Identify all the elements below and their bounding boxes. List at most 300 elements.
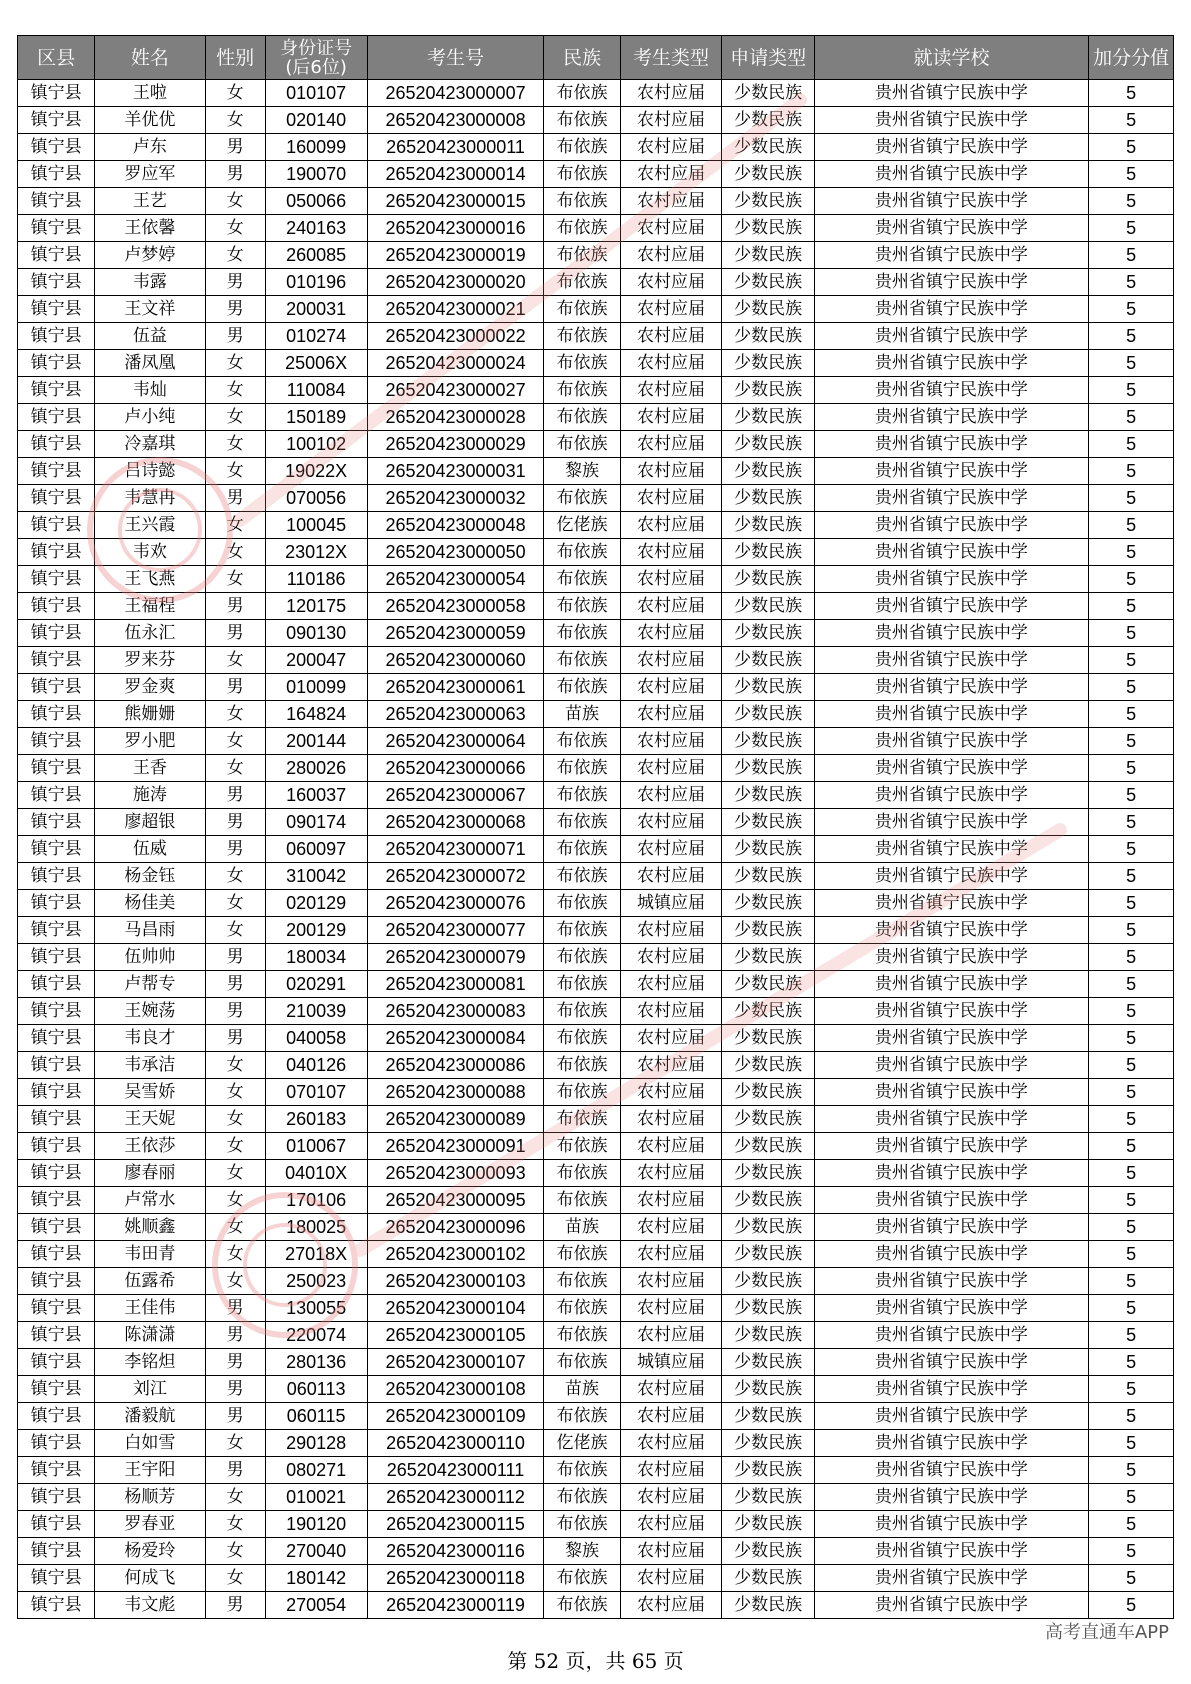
cell-ethnicity: 布依族 (544, 296, 620, 323)
cell-application-type: 少数民族 (722, 728, 814, 755)
cell-application-type: 少数民族 (722, 134, 814, 161)
cell-exam-number: 26520423000071 (367, 836, 544, 863)
cell-candidate-type: 农村应届 (620, 323, 722, 350)
cell-bonus-points: 5 (1089, 80, 1174, 107)
cell-county: 镇宁县 (18, 296, 95, 323)
cell-bonus-points: 5 (1089, 242, 1174, 269)
table-row (18, 269, 1174, 296)
cell-gender: 女 (205, 1052, 265, 1079)
cell-ethnicity: 布依族 (544, 971, 620, 998)
table-row (18, 1430, 1174, 1457)
cell-application-type: 少数民族 (722, 296, 814, 323)
cell-application-type: 少数民族 (722, 782, 814, 809)
cell-county: 镇宁县 (18, 1025, 95, 1052)
cell-ethnicity: 仡佬族 (544, 1430, 620, 1457)
cell-school: 贵州省镇宁民族中学 (814, 674, 1089, 701)
cell-name: 韦露 (95, 269, 205, 296)
cell-bonus-points: 5 (1089, 1241, 1174, 1268)
cell-candidate-type: 农村应届 (620, 107, 722, 134)
cell-candidate-type: 农村应届 (620, 971, 722, 998)
cell-county: 镇宁县 (18, 944, 95, 971)
cell-county: 镇宁县 (18, 809, 95, 836)
cell-school: 贵州省镇宁民族中学 (814, 836, 1089, 863)
table-row (18, 647, 1174, 674)
cell-application-type: 少数民族 (722, 269, 814, 296)
cell-county: 镇宁县 (18, 1349, 95, 1376)
cell-application-type: 少数民族 (722, 917, 814, 944)
cell-exam-number: 26520423000024 (367, 350, 544, 377)
cell-name: 杨顺芳 (95, 1484, 205, 1511)
cell-school: 贵州省镇宁民族中学 (814, 809, 1089, 836)
cell-school: 贵州省镇宁民族中学 (814, 998, 1089, 1025)
cell-id-last6: 040058 (265, 1025, 367, 1052)
cell-school: 贵州省镇宁民族中学 (814, 1484, 1089, 1511)
table-row (18, 782, 1174, 809)
cell-id-last6: 100102 (265, 431, 367, 458)
cell-bonus-points: 5 (1089, 674, 1174, 701)
cell-id-last6: 260085 (265, 242, 367, 269)
cell-school: 贵州省镇宁民族中学 (814, 1025, 1089, 1052)
cell-county: 镇宁县 (18, 1565, 95, 1592)
table-row (18, 377, 1174, 404)
cell-candidate-type: 农村应届 (620, 1160, 722, 1187)
cell-county: 镇宁县 (18, 1430, 95, 1457)
cell-candidate-type: 农村应届 (620, 863, 722, 890)
cell-gender: 男 (205, 485, 265, 512)
cell-ethnicity: 布依族 (544, 755, 620, 782)
cell-id-last6: 150189 (265, 404, 367, 431)
cell-county: 镇宁县 (18, 539, 95, 566)
cell-bonus-points: 5 (1089, 809, 1174, 836)
cell-school: 贵州省镇宁民族中学 (814, 242, 1089, 269)
table-row (18, 242, 1174, 269)
cell-school: 贵州省镇宁民族中学 (814, 1133, 1089, 1160)
cell-name: 罗春亚 (95, 1511, 205, 1538)
cell-exam-number: 26520423000067 (367, 782, 544, 809)
cell-county: 镇宁县 (18, 377, 95, 404)
cell-exam-number: 26520423000111 (367, 1457, 544, 1484)
cell-application-type: 少数民族 (722, 647, 814, 674)
cell-ethnicity: 布依族 (544, 377, 620, 404)
cell-name: 王福程 (95, 593, 205, 620)
table-row (18, 1484, 1174, 1511)
cell-exam-number: 26520423000086 (367, 1052, 544, 1079)
cell-bonus-points: 5 (1089, 1430, 1174, 1457)
table-row (18, 1565, 1174, 1592)
cell-application-type: 少数民族 (722, 1538, 814, 1565)
cell-bonus-points: 5 (1089, 1538, 1174, 1565)
cell-name: 王兴霞 (95, 512, 205, 539)
cell-id-last6: 170106 (265, 1187, 367, 1214)
cell-exam-number: 26520423000019 (367, 242, 544, 269)
cell-bonus-points: 5 (1089, 998, 1174, 1025)
cell-candidate-type: 农村应届 (620, 1376, 722, 1403)
cell-application-type: 少数民族 (722, 755, 814, 782)
cell-exam-number: 26520423000088 (367, 1079, 544, 1106)
table-row (18, 539, 1174, 566)
cell-exam-number: 26520423000015 (367, 188, 544, 215)
cell-application-type: 少数民族 (722, 242, 814, 269)
cell-gender: 女 (205, 539, 265, 566)
cell-ethnicity: 布依族 (544, 1241, 620, 1268)
cell-county: 镇宁县 (18, 1295, 95, 1322)
cell-county: 镇宁县 (18, 1187, 95, 1214)
cell-ethnicity: 布依族 (544, 1565, 620, 1592)
cell-county: 镇宁县 (18, 161, 95, 188)
cell-school: 贵州省镇宁民族中学 (814, 1187, 1089, 1214)
cell-exam-number: 26520423000103 (367, 1268, 544, 1295)
cell-ethnicity: 布依族 (544, 863, 620, 890)
cell-candidate-type: 农村应届 (620, 242, 722, 269)
cell-exam-number: 26520423000027 (367, 377, 544, 404)
cell-application-type: 少数民族 (722, 593, 814, 620)
table-row (18, 971, 1174, 998)
cell-id-last6: 270040 (265, 1538, 367, 1565)
cell-exam-number: 26520423000109 (367, 1403, 544, 1430)
cell-name: 伍帅帅 (95, 944, 205, 971)
table-row (18, 80, 1174, 107)
cell-ethnicity: 布依族 (544, 620, 620, 647)
cell-candidate-type: 农村应届 (620, 1430, 722, 1457)
cell-ethnicity: 布依族 (544, 1052, 620, 1079)
cell-bonus-points: 5 (1089, 971, 1174, 998)
cell-bonus-points: 5 (1089, 1025, 1174, 1052)
cell-county: 镇宁县 (18, 323, 95, 350)
cell-bonus-points: 5 (1089, 701, 1174, 728)
cell-gender: 男 (205, 296, 265, 323)
cell-school: 贵州省镇宁民族中学 (814, 431, 1089, 458)
cell-school: 贵州省镇宁民族中学 (814, 1214, 1089, 1241)
cell-name: 卢小纯 (95, 404, 205, 431)
cell-school: 贵州省镇宁民族中学 (814, 566, 1089, 593)
cell-gender: 男 (205, 161, 265, 188)
cell-county: 镇宁县 (18, 1106, 95, 1133)
cell-gender: 女 (205, 1565, 265, 1592)
cell-candidate-type: 农村应届 (620, 1565, 722, 1592)
cell-gender: 男 (205, 782, 265, 809)
cell-application-type: 少数民族 (722, 215, 814, 242)
cell-application-type: 少数民族 (722, 944, 814, 971)
cell-ethnicity: 黎族 (544, 1538, 620, 1565)
cell-name: 王飞燕 (95, 566, 205, 593)
cell-name: 伍露希 (95, 1268, 205, 1295)
table-row (18, 350, 1174, 377)
cell-bonus-points: 5 (1089, 323, 1174, 350)
cell-bonus-points: 5 (1089, 1592, 1174, 1619)
cell-ethnicity: 布依族 (544, 1133, 620, 1160)
table-row (18, 1538, 1174, 1565)
cell-exam-number: 26520423000068 (367, 809, 544, 836)
cell-application-type: 少数民族 (722, 1079, 814, 1106)
cell-bonus-points: 5 (1089, 1160, 1174, 1187)
cell-application-type: 少数民族 (722, 377, 814, 404)
table-row (18, 485, 1174, 512)
cell-name: 王依莎 (95, 1133, 205, 1160)
cell-gender: 男 (205, 1403, 265, 1430)
cell-bonus-points: 5 (1089, 1187, 1174, 1214)
cell-exam-number: 26520423000076 (367, 890, 544, 917)
cell-ethnicity: 布依族 (544, 674, 620, 701)
table-row (18, 512, 1174, 539)
cell-gender: 女 (205, 1511, 265, 1538)
cell-ethnicity: 布依族 (544, 809, 620, 836)
cell-county: 镇宁县 (18, 998, 95, 1025)
cell-candidate-type: 农村应届 (620, 161, 722, 188)
cell-ethnicity: 布依族 (544, 1349, 620, 1376)
cell-school: 贵州省镇宁民族中学 (814, 458, 1089, 485)
cell-county: 镇宁县 (18, 350, 95, 377)
cell-candidate-type: 农村应届 (620, 134, 722, 161)
cell-school: 贵州省镇宁民族中学 (814, 1538, 1089, 1565)
cell-id-last6: 090130 (265, 620, 367, 647)
table-row (18, 620, 1174, 647)
cell-county: 镇宁县 (18, 215, 95, 242)
cell-school: 贵州省镇宁民族中学 (814, 917, 1089, 944)
cell-school: 贵州省镇宁民族中学 (814, 1322, 1089, 1349)
cell-gender: 女 (205, 1241, 265, 1268)
cell-gender: 女 (205, 728, 265, 755)
cell-id-last6: 310042 (265, 863, 367, 890)
cell-gender: 男 (205, 1349, 265, 1376)
cell-bonus-points: 5 (1089, 1052, 1174, 1079)
cell-gender: 男 (205, 620, 265, 647)
cell-county: 镇宁县 (18, 1322, 95, 1349)
table-header-row (18, 36, 1174, 80)
table-row (18, 1025, 1174, 1052)
cell-name: 韦良才 (95, 1025, 205, 1052)
cell-exam-number: 26520423000008 (367, 107, 544, 134)
cell-name: 马昌雨 (95, 917, 205, 944)
cell-bonus-points: 5 (1089, 728, 1174, 755)
cell-ethnicity: 布依族 (544, 134, 620, 161)
cell-exam-number: 26520423000016 (367, 215, 544, 242)
cell-application-type: 少数民族 (722, 1430, 814, 1457)
cell-application-type: 少数民族 (722, 1403, 814, 1430)
cell-id-last6: 060115 (265, 1403, 367, 1430)
cell-ethnicity: 布依族 (544, 728, 620, 755)
cell-gender: 女 (205, 188, 265, 215)
cell-candidate-type: 农村应届 (620, 674, 722, 701)
cell-ethnicity: 布依族 (544, 1268, 620, 1295)
cell-name: 王啦 (95, 80, 205, 107)
header-application-type: 申请类型 (722, 36, 814, 80)
bonus-points-table (17, 35, 1174, 1619)
cell-bonus-points: 5 (1089, 377, 1174, 404)
table-row (18, 215, 1174, 242)
cell-school: 贵州省镇宁民族中学 (814, 701, 1089, 728)
cell-ethnicity: 布依族 (544, 485, 620, 512)
cell-exam-number: 26520423000105 (367, 1322, 544, 1349)
cell-id-last6: 270054 (265, 1592, 367, 1619)
cell-county: 镇宁县 (18, 647, 95, 674)
cell-id-last6: 200031 (265, 296, 367, 323)
cell-gender: 女 (205, 1484, 265, 1511)
cell-bonus-points: 5 (1089, 431, 1174, 458)
cell-name: 廖超银 (95, 809, 205, 836)
cell-county: 镇宁县 (18, 134, 95, 161)
cell-ethnicity: 布依族 (544, 998, 620, 1025)
cell-bonus-points: 5 (1089, 107, 1174, 134)
cell-bonus-points: 5 (1089, 863, 1174, 890)
cell-county: 镇宁县 (18, 269, 95, 296)
cell-gender: 女 (205, 404, 265, 431)
cell-id-last6: 210039 (265, 998, 367, 1025)
cell-exam-number: 26520423000063 (367, 701, 544, 728)
cell-name: 王天妮 (95, 1106, 205, 1133)
cell-exam-number: 26520423000116 (367, 1538, 544, 1565)
cell-id-last6: 240163 (265, 215, 367, 242)
cell-bonus-points: 5 (1089, 1484, 1174, 1511)
cell-ethnicity: 布依族 (544, 431, 620, 458)
cell-id-last6: 060097 (265, 836, 367, 863)
cell-exam-number: 26520423000032 (367, 485, 544, 512)
cell-school: 贵州省镇宁民族中学 (814, 1160, 1089, 1187)
cell-ethnicity: 布依族 (544, 161, 620, 188)
cell-ethnicity: 布依族 (544, 1403, 620, 1430)
cell-candidate-type: 城镇应届 (620, 890, 722, 917)
header-gender: 性别 (205, 36, 265, 80)
cell-exam-number: 26520423000104 (367, 1295, 544, 1322)
table-row (18, 1403, 1174, 1430)
cell-name: 杨爱玲 (95, 1538, 205, 1565)
cell-exam-number: 26520423000050 (367, 539, 544, 566)
cell-ethnicity: 苗族 (544, 1214, 620, 1241)
cell-id-last6: 070056 (265, 485, 367, 512)
cell-id-last6: 040126 (265, 1052, 367, 1079)
cell-exam-number: 26520423000079 (367, 944, 544, 971)
cell-name: 施涛 (95, 782, 205, 809)
cell-id-last6: 164824 (265, 701, 367, 728)
cell-school: 贵州省镇宁民族中学 (814, 971, 1089, 998)
cell-name: 王依馨 (95, 215, 205, 242)
cell-ethnicity: 布依族 (544, 188, 620, 215)
cell-name: 卢帮专 (95, 971, 205, 998)
cell-application-type: 少数民族 (722, 1133, 814, 1160)
cell-county: 镇宁县 (18, 1160, 95, 1187)
cell-id-last6: 190070 (265, 161, 367, 188)
table-row (18, 1106, 1174, 1133)
cell-county: 镇宁县 (18, 1133, 95, 1160)
cell-bonus-points: 5 (1089, 647, 1174, 674)
cell-ethnicity: 布依族 (544, 1079, 620, 1106)
cell-name: 卢常水 (95, 1187, 205, 1214)
cell-name: 卢梦婷 (95, 242, 205, 269)
cell-school: 贵州省镇宁民族中学 (814, 323, 1089, 350)
cell-school: 贵州省镇宁民族中学 (814, 485, 1089, 512)
cell-ethnicity: 布依族 (544, 1160, 620, 1187)
table-row (18, 917, 1174, 944)
cell-ethnicity: 布依族 (544, 323, 620, 350)
cell-bonus-points: 5 (1089, 917, 1174, 944)
cell-name: 王香 (95, 755, 205, 782)
table-row (18, 1052, 1174, 1079)
cell-candidate-type: 农村应届 (620, 350, 722, 377)
cell-id-last6: 200047 (265, 647, 367, 674)
cell-gender: 男 (205, 809, 265, 836)
table-row (18, 593, 1174, 620)
cell-county: 镇宁县 (18, 512, 95, 539)
cell-gender: 女 (205, 1187, 265, 1214)
header-exam-number: 考生号 (367, 36, 544, 80)
cell-bonus-points: 5 (1089, 161, 1174, 188)
cell-application-type: 少数民族 (722, 1484, 814, 1511)
cell-bonus-points: 5 (1089, 593, 1174, 620)
cell-id-last6: 200144 (265, 728, 367, 755)
cell-candidate-type: 农村应届 (620, 1538, 722, 1565)
cell-school: 贵州省镇宁民族中学 (814, 593, 1089, 620)
cell-application-type: 少数民族 (722, 890, 814, 917)
cell-id-last6: 080271 (265, 1457, 367, 1484)
cell-ethnicity: 布依族 (544, 269, 620, 296)
table-row (18, 809, 1174, 836)
cell-id-last6: 04010X (265, 1160, 367, 1187)
table-row (18, 107, 1174, 134)
cell-ethnicity: 布依族 (544, 1187, 620, 1214)
cell-candidate-type: 农村应届 (620, 458, 722, 485)
cell-name: 王文祥 (95, 296, 205, 323)
cell-exam-number: 26520423000064 (367, 728, 544, 755)
cell-gender: 男 (205, 1592, 265, 1619)
cell-bonus-points: 5 (1089, 755, 1174, 782)
cell-bonus-points: 5 (1089, 782, 1174, 809)
cell-ethnicity: 布依族 (544, 80, 620, 107)
cell-id-last6: 130055 (265, 1295, 367, 1322)
cell-school: 贵州省镇宁民族中学 (814, 1241, 1089, 1268)
cell-bonus-points: 5 (1089, 512, 1174, 539)
cell-application-type: 少数民族 (722, 1025, 814, 1052)
cell-county: 镇宁县 (18, 404, 95, 431)
cell-id-last6: 23012X (265, 539, 367, 566)
cell-county: 镇宁县 (18, 458, 95, 485)
cell-name: 熊姗姗 (95, 701, 205, 728)
cell-id-last6: 090174 (265, 809, 367, 836)
cell-gender: 女 (205, 458, 265, 485)
table-row (18, 1376, 1174, 1403)
table-row (18, 863, 1174, 890)
header-ethnicity: 民族 (544, 36, 620, 80)
cell-bonus-points: 5 (1089, 458, 1174, 485)
header-bonus-points: 加分分值 (1089, 36, 1174, 80)
cell-id-last6: 180034 (265, 944, 367, 971)
cell-exam-number: 26520423000061 (367, 674, 544, 701)
cell-county: 镇宁县 (18, 1511, 95, 1538)
header-candidate-type: 考生类型 (620, 36, 722, 80)
cell-bonus-points: 5 (1089, 1403, 1174, 1430)
cell-gender: 女 (205, 890, 265, 917)
cell-application-type: 少数民族 (722, 350, 814, 377)
cell-candidate-type: 农村应届 (620, 377, 722, 404)
cell-gender: 男 (205, 1025, 265, 1052)
cell-school: 贵州省镇宁民族中学 (814, 1430, 1089, 1457)
cell-county: 镇宁县 (18, 1376, 95, 1403)
cell-application-type: 少数民族 (722, 1511, 814, 1538)
cell-name: 王佳伟 (95, 1295, 205, 1322)
cell-exam-number: 26520423000058 (367, 593, 544, 620)
cell-bonus-points: 5 (1089, 1511, 1174, 1538)
cell-ethnicity: 布依族 (544, 890, 620, 917)
cell-candidate-type: 农村应届 (620, 404, 722, 431)
cell-school: 贵州省镇宁民族中学 (814, 1295, 1089, 1322)
cell-id-last6: 110186 (265, 566, 367, 593)
cell-ethnicity: 布依族 (544, 917, 620, 944)
cell-name: 伍益 (95, 323, 205, 350)
cell-id-last6: 180025 (265, 1214, 367, 1241)
cell-county: 镇宁县 (18, 917, 95, 944)
cell-bonus-points: 5 (1089, 1295, 1174, 1322)
cell-school: 贵州省镇宁民族中学 (814, 1268, 1089, 1295)
cell-county: 镇宁县 (18, 1484, 95, 1511)
table-row (18, 458, 1174, 485)
